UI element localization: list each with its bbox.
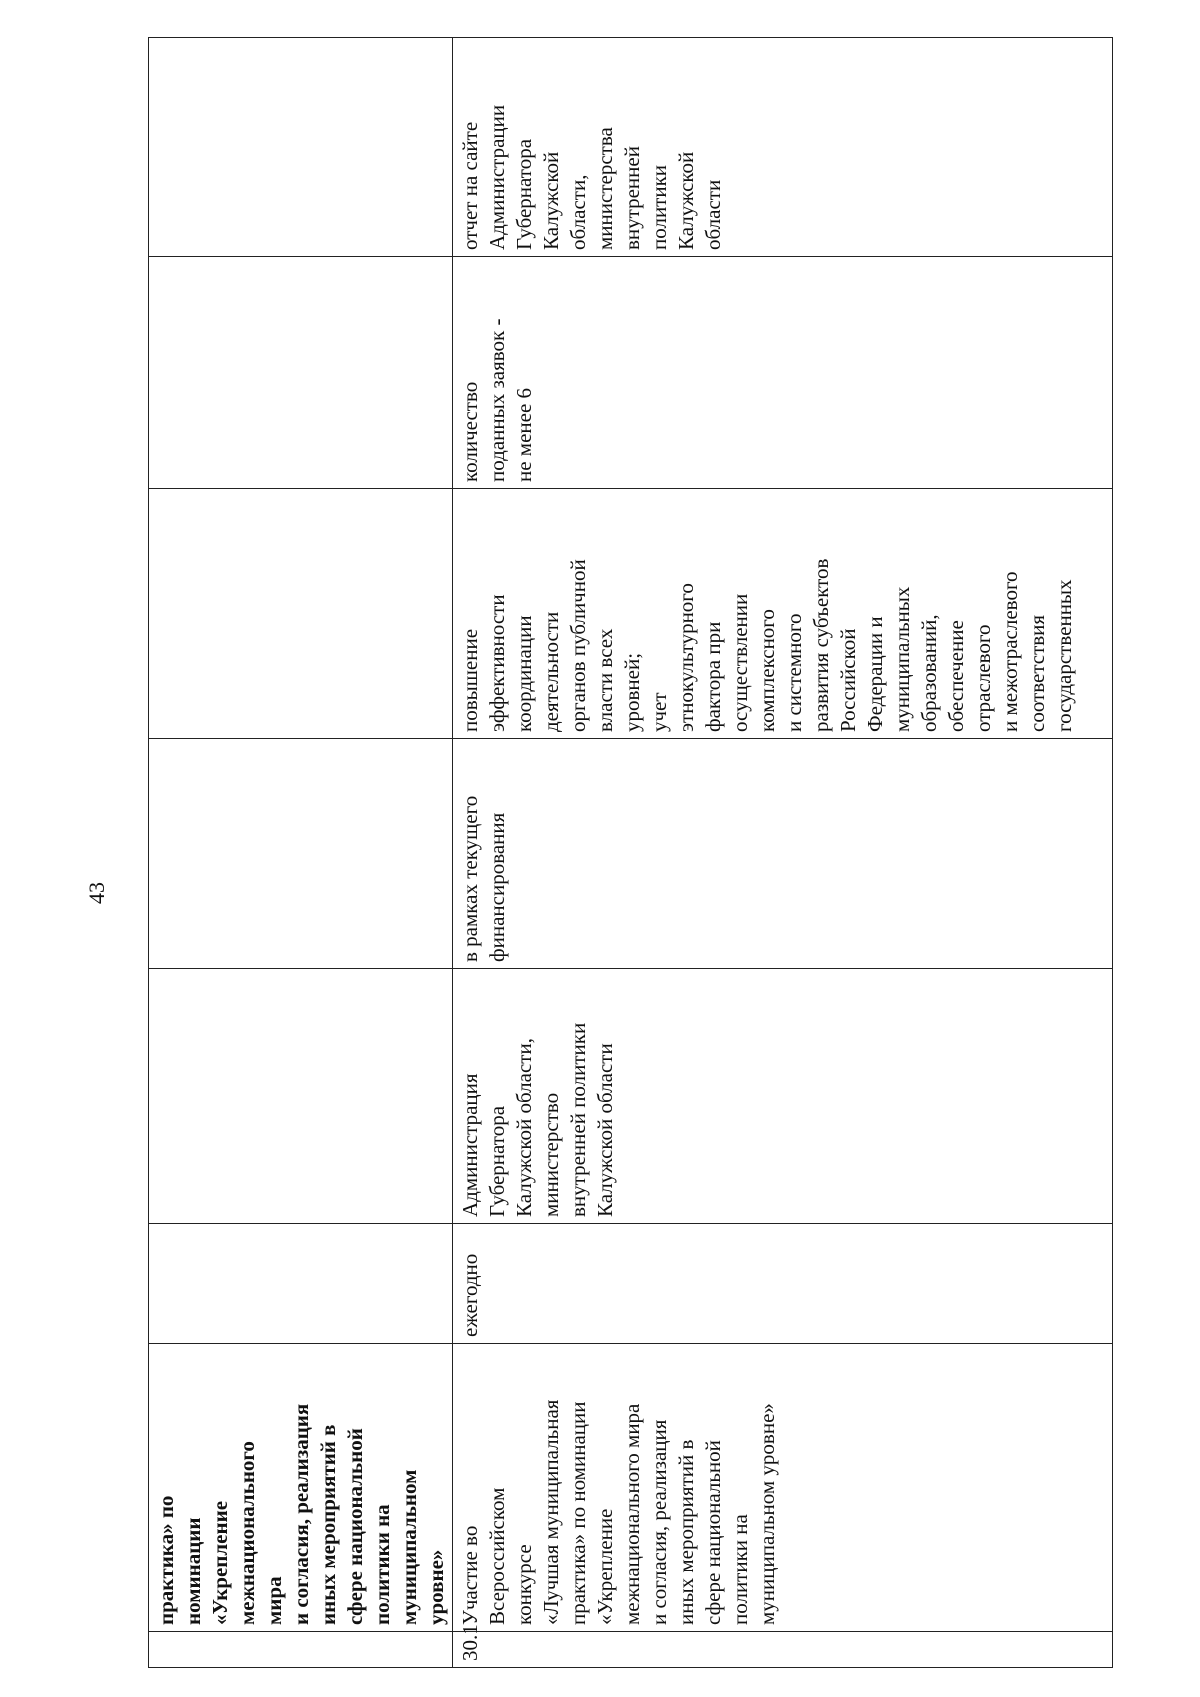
cell-report: [149, 38, 453, 257]
cell-executor: [149, 969, 453, 1224]
cell-executor: Администрация Губернатора Калужской области, министерство внутренней политики Калужской области: [453, 969, 1113, 1224]
table-row-30-1: [453, 38, 1113, 1668]
measures-table: [148, 37, 1113, 1668]
cell-financing: [149, 739, 453, 969]
cell-indicator: количество поданных заявок - не менее 6: [453, 257, 1113, 489]
cell-result: [149, 489, 453, 739]
page-number: 43: [84, 882, 109, 904]
table-row-continuation: [149, 38, 453, 1668]
cell-term: [149, 1224, 453, 1344]
cell-number: [149, 1632, 453, 1668]
cell-financing: в рамках текущего финансирования: [453, 739, 1113, 969]
cell-term: ежегодно: [453, 1224, 1113, 1344]
cell-indicator: [149, 257, 453, 489]
cell-number: 30.1: [453, 1632, 1113, 1668]
cell-measure-name: практика» по номинации «Укрепление межнационального мира и согласия, реализация иных мероприятий в сфере национальной политики на муниципальном уровне»: [149, 1344, 453, 1632]
cell-result: повышение эффективности координации деятельности органов публичной власти всех уровней; учет этнокультурного фактора при осуществлении комплексного и системного развития субъектов Российской Федерации и муниципальных образований, обеспечение отраслевого и межотраслевого соответствия государственных: [453, 489, 1113, 739]
rotated-table-wrapper: [148, 38, 1108, 1668]
cell-measure-name: Участие во Всероссийском конкурсе «Лучшая муниципальная практика» по номинации «Укрепление межнационального мира и согласия, реализация иных мероприятий в сфере национальной политики на муниципальном уровне»: [453, 1344, 1113, 1632]
cell-report: отчет на сайте Администрации Губернатора Калужской области, министерства внутренней политики Калужской области: [453, 38, 1113, 257]
